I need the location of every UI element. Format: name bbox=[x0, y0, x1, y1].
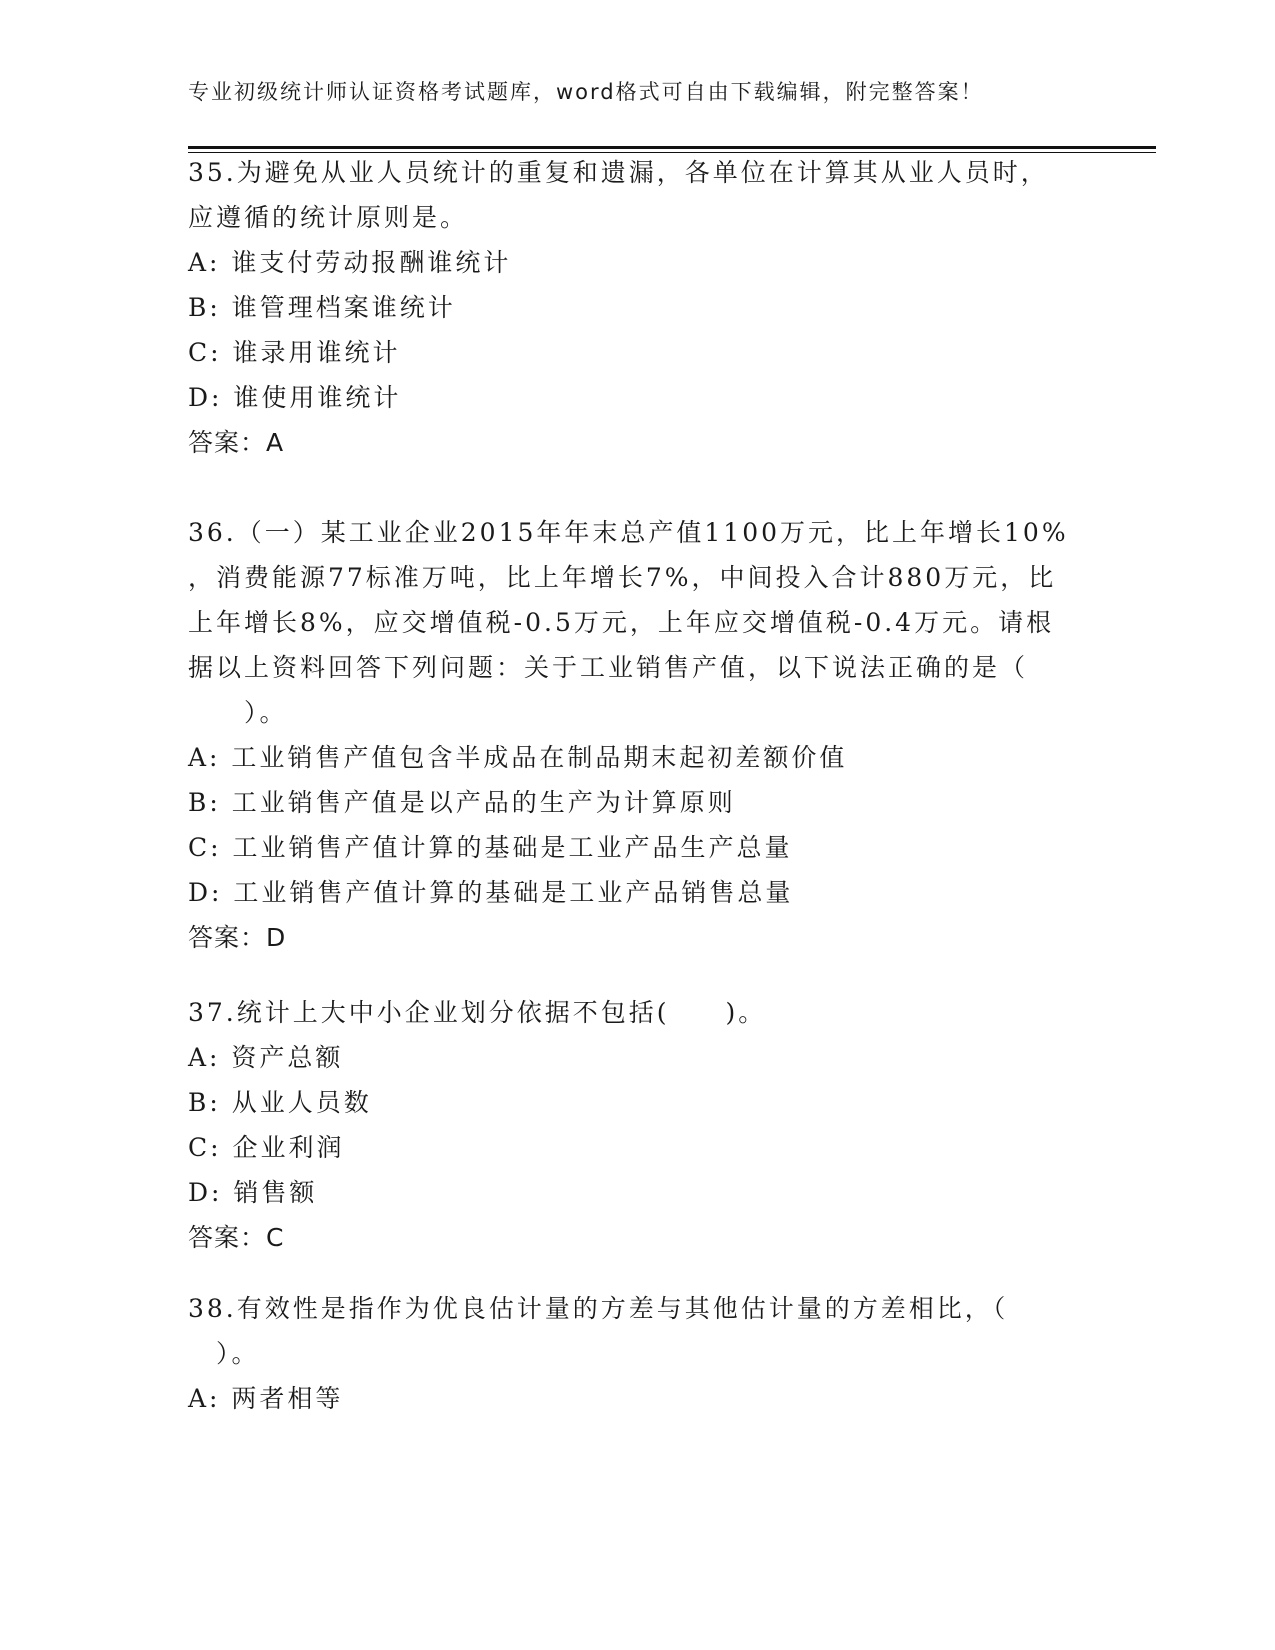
option-a: A: 资产总额 bbox=[188, 1043, 344, 1072]
page-header: 专业初级统计师认证资格考试题库，word格式可自由下载编辑，附完整答案！ bbox=[188, 80, 984, 104]
question-stem: 38.有效性是指作为优良估计量的方差与其他估计量的方差相比，（ bbox=[188, 1294, 1009, 1323]
answer: 答案：A bbox=[188, 428, 285, 457]
option-c: C: 企业利润 bbox=[188, 1133, 345, 1162]
question-stem: 36.（一）某工业企业2015年年末总产值1100万元，比上年增长10% bbox=[188, 518, 1069, 547]
option-d: D: 销售额 bbox=[188, 1178, 318, 1207]
question-38 bbox=[188, 1286, 1088, 1421]
question-stem: 据以上资料回答下列问题：关于工业销售产值，以下说法正确的是（ bbox=[188, 653, 1029, 682]
option-c: C: 工业销售产值计算的基础是工业产品生产总量 bbox=[188, 833, 793, 862]
question-stem: ）。 bbox=[188, 1339, 260, 1368]
option-b: B: 谁管理档案谁统计 bbox=[188, 293, 456, 322]
option-d: D: 谁使用谁统计 bbox=[188, 383, 402, 412]
option-a: A: 两者相等 bbox=[188, 1384, 344, 1413]
option-b: B: 从业人员数 bbox=[188, 1088, 372, 1117]
question-stem: ）。 bbox=[188, 698, 288, 727]
option-c: C: 谁录用谁统计 bbox=[188, 338, 401, 367]
question-37 bbox=[188, 990, 1088, 1260]
question-stem: 37.统计上大中小企业划分依据不包括( )。 bbox=[188, 998, 767, 1027]
answer: 答案：D bbox=[188, 923, 287, 952]
option-a: A: 工业销售产值包含半成品在制品期末起初差额价值 bbox=[188, 743, 848, 772]
question-stem: 应遵循的统计原则是。 bbox=[188, 203, 469, 232]
option-d: D: 工业销售产值计算的基础是工业产品销售总量 bbox=[188, 878, 794, 907]
option-a: A: 谁支付劳动报酬谁统计 bbox=[188, 248, 512, 277]
question-36 bbox=[188, 510, 1088, 960]
question-stem: 上年增长8%，应交增值税-0.5万元，上年应交增值税-0.4万元。请根 bbox=[188, 608, 1055, 637]
question-35 bbox=[188, 150, 1088, 465]
option-b: B: 工业销售产值是以产品的生产为计算原则 bbox=[188, 788, 736, 817]
answer: 答案：C bbox=[188, 1223, 285, 1252]
question-stem: ，消费能源77标准万吨，比上年增长7%，中间投入合计880万元，比 bbox=[188, 563, 1057, 592]
question-stem: 35.为避免从业人员统计的重复和遗漏，各单位在计算其从业人员时， bbox=[188, 158, 1049, 187]
header-divider bbox=[188, 146, 1156, 149]
